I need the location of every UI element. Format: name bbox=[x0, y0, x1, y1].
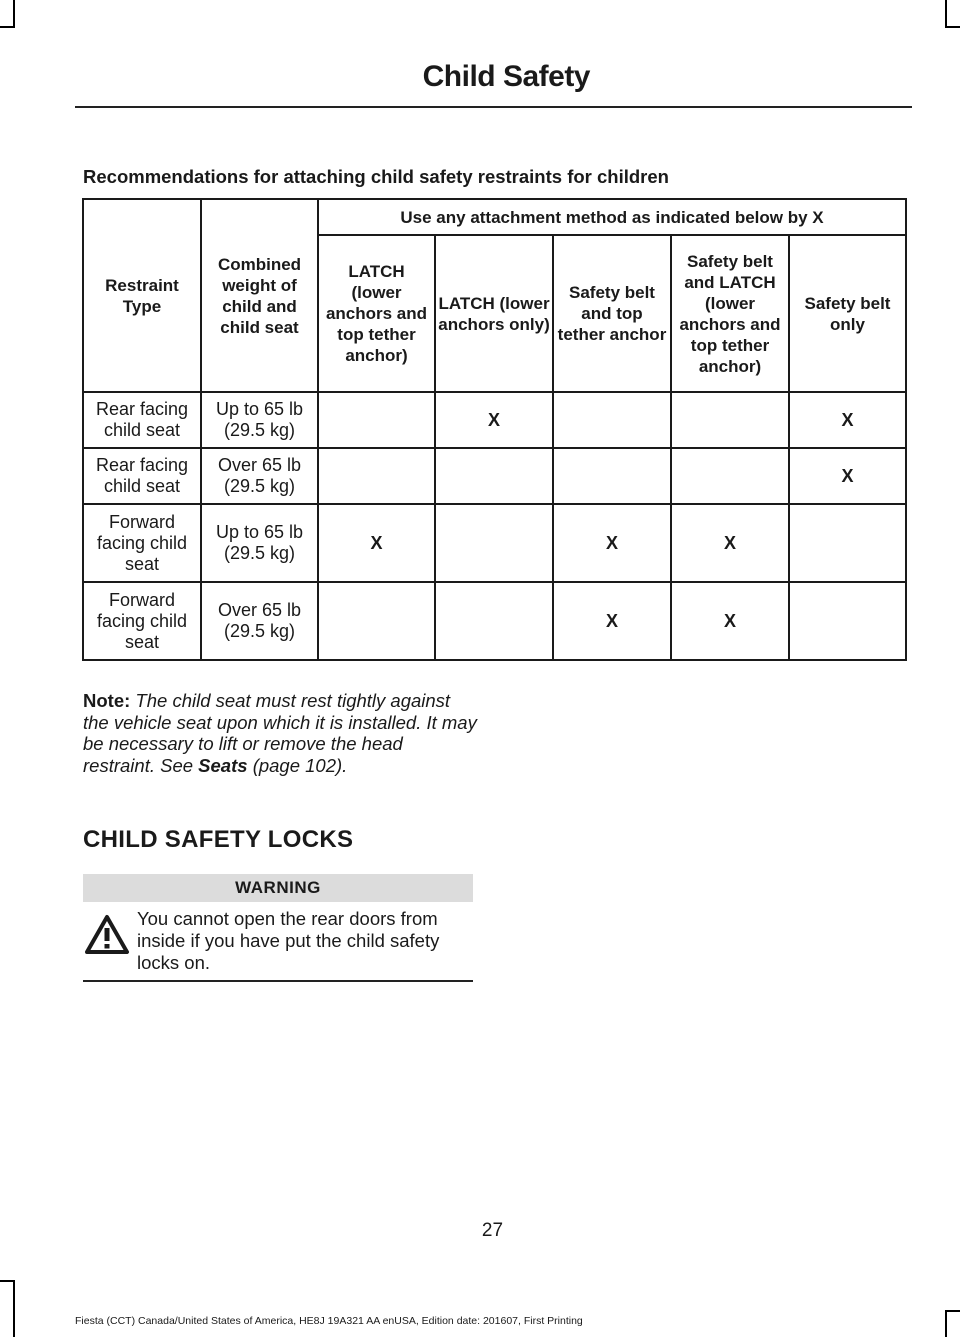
section-heading: CHILD SAFETY LOCKS bbox=[83, 826, 354, 853]
cell-mark bbox=[789, 582, 906, 660]
cell-restraint-type: Forward facing child seat bbox=[83, 504, 201, 582]
cell-mark bbox=[671, 392, 789, 448]
cell-restraint-type: Rear facing child seat bbox=[83, 448, 201, 504]
header-method: Safety belt and top tether anchor bbox=[553, 235, 671, 392]
header-restraint-type: Restraint Type bbox=[83, 199, 201, 392]
note-text: The child seat must rest tightly against the vehicle seat upon which it is installed. It may be necessary to lift or remove the head restraint. See bbox=[83, 690, 477, 776]
header-method: LATCH (lower anchors and top tether anchor) bbox=[318, 235, 435, 392]
header-method: LATCH (lower anchors only) bbox=[435, 235, 553, 392]
restraint-table bbox=[82, 198, 907, 661]
crop-mark bbox=[945, 0, 947, 28]
warning-banner: WARNING bbox=[83, 874, 473, 902]
table-row bbox=[83, 448, 906, 504]
cell-mark bbox=[318, 448, 435, 504]
header-divider bbox=[75, 106, 912, 108]
crop-mark bbox=[13, 1280, 15, 1337]
crop-mark bbox=[945, 1310, 947, 1337]
page-title: Child Safety bbox=[422, 60, 590, 93]
cell-mark bbox=[318, 582, 435, 660]
header-method: Safety belt only bbox=[789, 235, 906, 392]
cell-weight: Over 65 lb (29.5 kg) bbox=[201, 582, 318, 660]
footer-text: Fiesta (CCT) Canada/United States of America, HE8J 19A321 AA enUSA, Edition date: 201607, First Printing bbox=[75, 1315, 583, 1327]
cell-mark: X bbox=[789, 392, 906, 448]
seats-reference-link[interactable]: Seats bbox=[198, 754, 248, 776]
cell-mark bbox=[789, 504, 906, 582]
cell-mark: X bbox=[553, 582, 671, 660]
cell-mark: X bbox=[553, 504, 671, 582]
cell-mark bbox=[553, 392, 671, 448]
header-attachment-group: Use any attachment method as indicated below by X bbox=[318, 199, 906, 235]
table-caption: Recommendations for attaching child safety restraints for children bbox=[83, 166, 669, 187]
warning-divider bbox=[83, 980, 473, 982]
cell-mark: X bbox=[671, 504, 789, 582]
note-label: Note: bbox=[83, 690, 131, 711]
table-row bbox=[83, 504, 906, 582]
cell-mark bbox=[671, 448, 789, 504]
header-method: Safety belt and LATCH (lower anchors and top tether anchor) bbox=[671, 235, 789, 392]
note-page-ref: (page 102). bbox=[252, 754, 348, 776]
cell-mark bbox=[553, 448, 671, 504]
cell-restraint-type: Forward facing child seat bbox=[83, 582, 201, 660]
cell-restraint-type: Rear facing child seat bbox=[83, 392, 201, 448]
cell-mark bbox=[435, 504, 553, 582]
crop-mark bbox=[0, 1280, 15, 1282]
note-paragraph bbox=[83, 690, 478, 776]
page-number: 27 bbox=[481, 1220, 504, 1241]
header-combined-weight: Combined weight of child and child seat bbox=[201, 199, 318, 392]
cell-weight: Up to 65 lb (29.5 kg) bbox=[201, 504, 318, 582]
cell-mark: X bbox=[671, 582, 789, 660]
warning-triangle-icon bbox=[83, 912, 131, 958]
crop-mark bbox=[0, 26, 15, 28]
crop-mark bbox=[945, 26, 960, 28]
cell-weight: Up to 65 lb (29.5 kg) bbox=[201, 392, 318, 448]
warning-text: You cannot open the rear doors from inside if you have put the child safety locks on. bbox=[137, 908, 440, 973]
cell-mark: X bbox=[789, 448, 906, 504]
cell-mark: X bbox=[318, 504, 435, 582]
cell-mark: X bbox=[435, 392, 553, 448]
cell-mark bbox=[318, 392, 435, 448]
cell-mark bbox=[435, 582, 553, 660]
table-row bbox=[83, 582, 906, 660]
crop-mark bbox=[13, 0, 15, 28]
cell-weight: Over 65 lb (29.5 kg) bbox=[201, 448, 318, 504]
table-row bbox=[83, 392, 906, 448]
cell-mark bbox=[435, 448, 553, 504]
crop-mark bbox=[945, 1310, 960, 1312]
